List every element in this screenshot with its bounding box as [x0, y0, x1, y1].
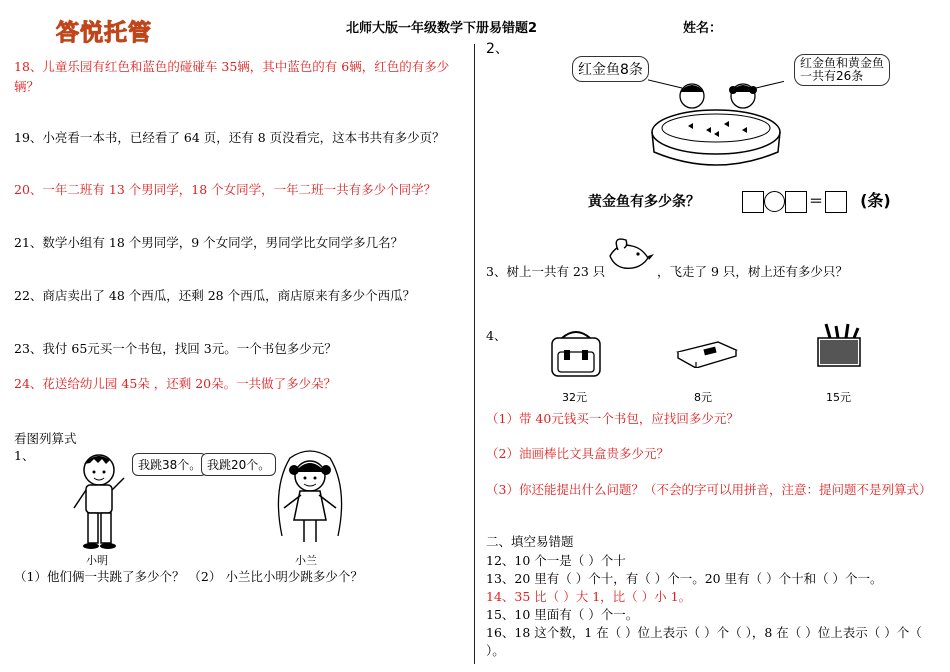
problem-4-q1: （1）带 40元钱买一个书包，应找回多少元？: [486, 411, 739, 426]
fill-16: 16、18 这个数，1 在（ ）位上表示（ ）个（ ），8 在（ ）位上表示（ ）个（: [486, 625, 922, 640]
oil-pastel-box-icon: [814, 322, 864, 370]
question-23: 23、我付 65元买一个书包，找回 3元。一个书包多少元？: [14, 341, 337, 356]
question-24: 24、花送给幼儿园 45朵 ，还剩 20朵。一共做了多少朵？: [14, 376, 337, 391]
equals-sign: ＝: [809, 194, 823, 210]
fish-question: 黄金鱼有多少条？: [588, 194, 700, 210]
problem-3-part-a: 3、树上一共有 23 只: [486, 264, 606, 279]
fill-13: 13、20 里有（ ）个十，有（ ）个一。20 里有（ ）个十和（ ）个一。: [486, 571, 883, 586]
fill-15: 15、10 里面有（ ）个一。: [486, 607, 639, 622]
section-title-fill-in: 二、填空易错题: [486, 534, 574, 549]
name-label: 姓名：: [683, 21, 723, 36]
fill-14: 14、35 比（ ）大 1，比（ ）小 1。: [486, 589, 692, 604]
problem-4-q2: （2）油画棒比文具盒贵多少元？: [486, 446, 669, 461]
schoolbag-icon: [546, 328, 606, 380]
section-title-picture: 看图列算式: [14, 431, 77, 446]
label-xiaolan: 小兰: [295, 554, 317, 567]
speech-bubble-xiaoming: 我跳38个。: [132, 453, 207, 476]
problem-4-q3: （3）你还能提出什么问题？（不会的字可以用拼音，注意：提问题不是列算式）: [486, 482, 932, 497]
question-21: 21、数学小组有 18 个男同学，9 个女同学，男同学比女同学多几名？: [14, 235, 404, 250]
problem-2-number: 2、: [486, 41, 509, 57]
logo: 答悦托管: [56, 20, 152, 46]
bird-icon: [604, 234, 656, 276]
bubble-total-line-1: 红金鱼和黄金鱼: [800, 56, 885, 70]
girl-jumping-rope-illustration: [270, 448, 350, 550]
problem-1-questions: （1）他们俩一共跳了多少个？ （2） 小兰比小明少跳多少个？: [14, 569, 363, 584]
price-oil-pastel: 15元: [826, 391, 851, 404]
answer-box-1[interactable]: [742, 191, 764, 213]
question-20: 20、一年二班有 13 个男同学，18 个女同学，一年二班一共有多少个同学？: [14, 182, 437, 197]
page-title: 北师大版一年级数学下册易错题2: [346, 21, 538, 36]
operator-circle[interactable]: [764, 191, 785, 212]
problem-1-number: 1、: [14, 448, 35, 463]
answer-box-2[interactable]: [785, 191, 807, 213]
speech-bubble-red-fish: 红金鱼8条: [572, 56, 649, 82]
label-xiaoming: 小明: [86, 554, 108, 567]
fill-16-cont: ）。: [486, 643, 505, 658]
question-18: 18、儿童乐园有红色和蓝色的碰碰车 35辆，其中蓝色的有 6辆，红色的有多少: [14, 59, 450, 74]
answer-box-3[interactable]: [825, 191, 847, 213]
equation-boxes: [742, 188, 891, 213]
fish-tank-illustration: [648, 74, 784, 174]
speech-bubble-total-fish: [794, 54, 890, 86]
column-divider: [474, 44, 475, 664]
bubble-total-line-2: 一共有26条: [800, 69, 864, 83]
pencil-case-icon: [674, 338, 740, 368]
problem-3-part-b: ，飞走了 9 只，树上还有多少只？: [657, 264, 848, 279]
problem-4-number: 4、: [486, 328, 507, 343]
fill-12: 12、10 个一是（ ）个十: [486, 553, 626, 568]
speech-bubble-xiaolan: 我跳20个。: [201, 453, 276, 476]
price-schoolbag: 32元: [562, 391, 587, 404]
question-18-cont: 辆？: [14, 79, 40, 94]
question-22: 22、商店卖出了 48 个西瓜，还剩 28 个西瓜，商店原来有多少个西瓜？: [14, 288, 416, 303]
unit-label: (条): [860, 191, 891, 210]
boy-illustration: [66, 450, 136, 550]
price-pencil-case: 8元: [694, 391, 712, 404]
question-19: 19、小亮看一本书，已经看了 64 页，还有 8 页没看完，这本书共有多少页？: [14, 130, 445, 145]
